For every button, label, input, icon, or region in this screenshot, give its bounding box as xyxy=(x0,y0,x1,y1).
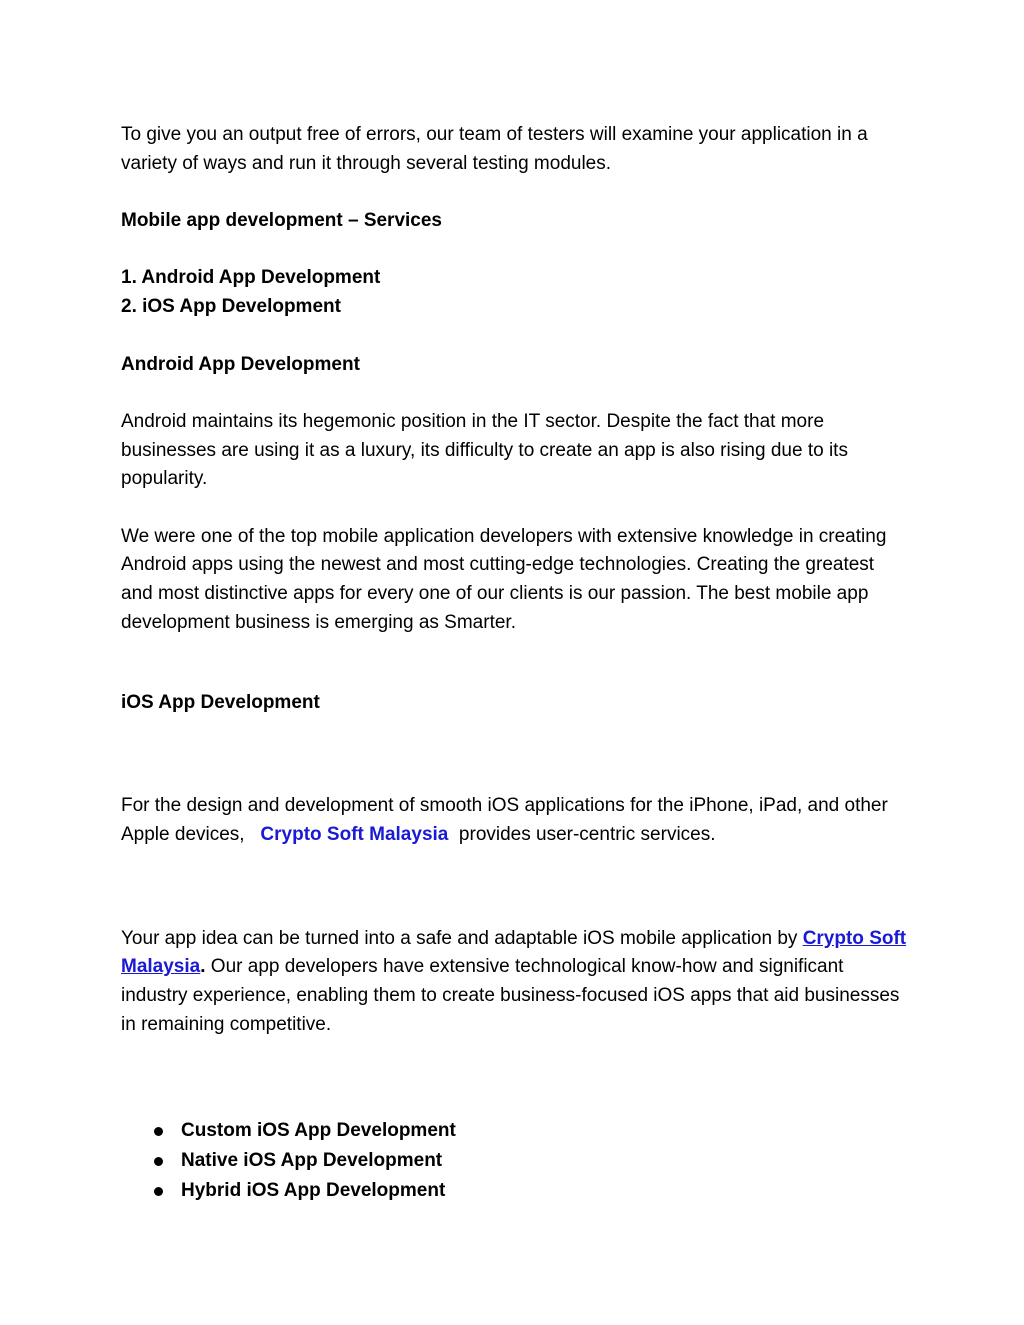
list-item xyxy=(181,1146,911,1176)
android-heading: Android App Development xyxy=(121,353,360,375)
bullet-icon xyxy=(154,1127,163,1136)
intro-paragraph: To give you an output free of errors, our team of testers will examine your application in a variety of ways and run it through several testing modules. xyxy=(121,124,868,174)
list-item-label: Hybrid iOS App Development xyxy=(181,1179,446,1201)
ios-heading: iOS App Development xyxy=(121,691,320,713)
list-item xyxy=(181,1116,911,1146)
ios-paragraph-1-text-end: provides user-centric services. xyxy=(458,823,716,845)
list-item xyxy=(181,1176,911,1206)
ios-paragraph-2 xyxy=(121,925,911,1040)
android-paragraph-1: Android maintains its hegemonic position in the IT sector. Despite the fact that more businesses are using it as a luxury, its difficulty to create an app is also rising due to its popularity. xyxy=(121,410,848,490)
list-item-label: Native iOS App Development xyxy=(181,1149,443,1171)
ios-paragraph-2-text: Your app idea can be turned into a safe and adaptable iOS mobile application by xyxy=(121,927,798,949)
ios-services-list xyxy=(121,1116,911,1206)
services-list-item: 2. iOS App Development xyxy=(121,296,341,318)
list-item-label: Custom iOS App Development xyxy=(181,1119,456,1141)
services-heading: Mobile app development – Services xyxy=(121,210,442,232)
bullet-icon xyxy=(154,1187,163,1196)
ios-paragraph-2-text-end: Our app developers have extensive technological know-how and significant industry experience, enabling them to create business-focused iOS apps that aid businesses in remaining competitive. xyxy=(121,956,900,1035)
document-page xyxy=(121,121,911,1206)
crypto-soft-malaysia-link-underlined[interactable]: Crypto Soft Malaysia xyxy=(121,927,907,978)
services-list-item: 1. Android App Development xyxy=(121,267,381,289)
bullet-icon xyxy=(154,1157,163,1166)
ios-paragraph-1 xyxy=(121,792,911,849)
android-paragraph-2: We were one of the top mobile application developers with extensive knowledge in creating Android apps using the newest and most cutting-edge technologies. Creating the greatest and most distinctive apps for every one of our clients is our passion. The best mobile app development business is emerging as Smarter. xyxy=(121,525,887,633)
crypto-soft-malaysia-link[interactable]: Crypto Soft Malaysia xyxy=(260,823,449,845)
ios-paragraph-1-text: For the design and development of smooth iOS applications for the iPhone, iPad, and other Apple devices, xyxy=(121,795,888,845)
link-period: . xyxy=(200,956,206,978)
